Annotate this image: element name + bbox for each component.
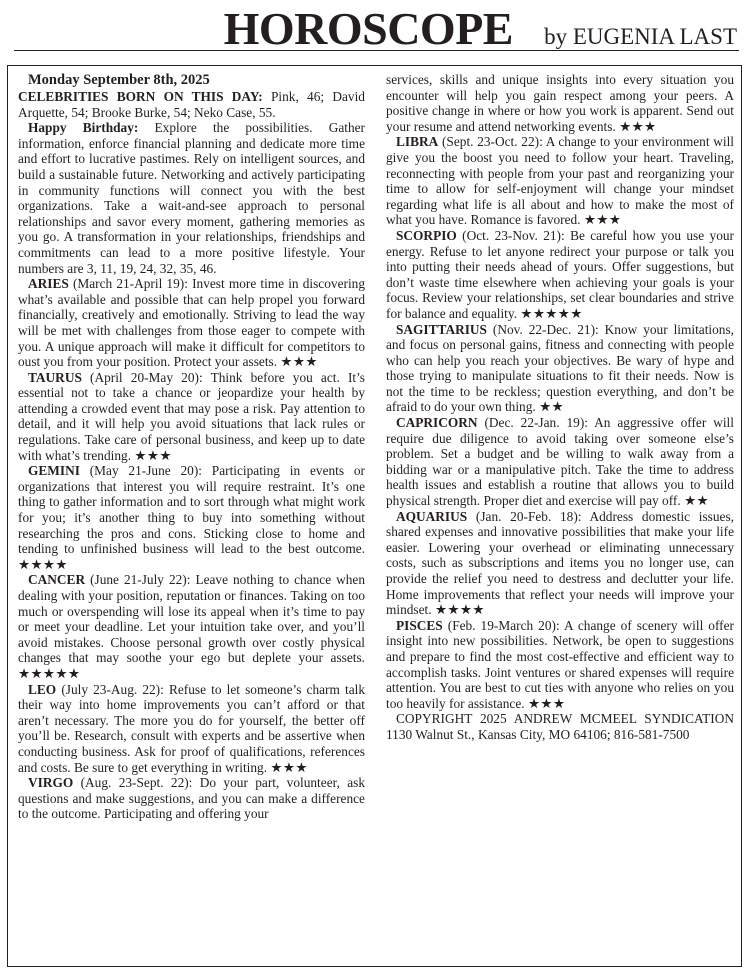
sign-taurus xyxy=(18,370,365,464)
sign-cancer xyxy=(18,572,365,681)
sign-dates: (Oct. 23-Nov. 21): xyxy=(462,227,565,243)
sign-virgo xyxy=(18,775,365,822)
sign-name: CAPRICORN xyxy=(396,415,478,431)
sign-text: An aggressive offer will require due diligence to avoid taking over someone else’s problem. Set a budget and be willing to walk away from a bidding war or a manipulative pitch. Take the time to address health issues and establish a routine that allows you to build physical strength. Proper diet and exercise will pay off. xyxy=(386,415,734,509)
sign-name: SAGITTARIUS xyxy=(396,321,487,337)
star-rating: ★★★ xyxy=(280,354,318,370)
sign-text-part2: services, skills and unique insights into every situation you encounter will help you gain respect among your peers. A positive change in where or how you work is apparent. Send out your resume and attend networking events. xyxy=(386,72,734,134)
column-title: HOROSCOPE xyxy=(223,3,513,54)
sign-dates: (Nov. 22-Dec. 21): xyxy=(492,321,599,337)
sign-text: A change to your environment will give you the boost you need to follow your heart. Traveling, reconnecting with people from your past and reorganizing your time to allow for self-enjoyment will change your mindset regarding what life is all about and how to make the most of what you have. Romance is favored. xyxy=(386,134,734,228)
sign-text: Leave nothing to chance when dealing with your position, reputation or finances. Taking on too much or overspending will lose its appeal when it’s time to pay or meet your deadline. Let your intuition take over, and you’ll avoid mistakes. Choose personal growth over costly physical changes that may soothe your ego but deplete your assets. xyxy=(18,572,366,666)
sign-text-part1: Do your part, volunteer, ask questions and make suggestions, and you can make a difference to the outcome. Participating and offering your xyxy=(18,775,365,822)
left-column xyxy=(18,72,365,822)
sign-dates: (Feb. 19-March 20): xyxy=(447,617,560,633)
celebrities-text: Pink, 46; David Arquette, 54; Brooke Burke, 54; Neko Case, 55. xyxy=(18,89,365,120)
star-rating: ★★★ xyxy=(527,695,566,711)
star-rating: ★★ xyxy=(539,399,565,415)
sign-text: Think before you act. It’s essential not to take a chance or jeopardize your health by attending a crowded event that may pose a risk. Pay attention to detail, and it will help you avoid situations that lack rules or regulations. Take care of personal business, and keep up to date with what’s trending. xyxy=(18,369,365,463)
sign-dates: (March 21-April 19): xyxy=(72,276,188,292)
sign-text: Participating in events or organizations that interest you will require restraint. It’s one thing to gather information and to sort through what might work for you; it’s another thing to buy into something without researching the pros and cons. Sticking close to home and tending to unfinished business will lead to the best outcome. xyxy=(18,463,365,557)
sign-aries xyxy=(18,276,365,370)
sign-name: PISCES xyxy=(396,617,443,633)
celebrities-paragraph xyxy=(18,89,365,120)
sign-text: Invest more time in discovering what’s available and possible that can help propel you forward financially, creatively and emotionally. Striving to lead the way will be met with challenges from those eager to compete with you. A unique approach will make it difficult for competitors to oust you from your position. Protect your assets. xyxy=(18,276,365,370)
star-rating: ★★★★ xyxy=(18,556,68,572)
celebrities-label: CELEBRITIES BORN ON THIS DAY: xyxy=(18,89,263,104)
right-column xyxy=(386,72,734,743)
star-rating: ★★★ xyxy=(270,759,308,775)
sign-name: VIRGO xyxy=(28,775,74,791)
sign-name: TAURUS xyxy=(28,369,82,385)
star-rating: ★★★★ xyxy=(434,602,485,618)
sign-text: Refuse to let someone’s charm talk their way into home improvements you can’t afford or that aren’t necessary. The more you do for yourself, the better off you’ll be. Research, consult with experts and be assertive when conducting business. Ask for proof of qualifications, references and costs. Be sure to get everything in writing. xyxy=(18,681,365,775)
sign-name: LEO xyxy=(28,681,57,697)
birthday-label: Happy Birthday: xyxy=(28,120,139,136)
sign-name: LIBRA xyxy=(396,134,439,150)
sign-dates: (Aug. 23-Sept. 22): xyxy=(80,775,193,791)
sign-gemini xyxy=(18,463,365,572)
star-rating: ★★★★★ xyxy=(18,665,81,681)
sign-text: Be careful how you use your energy. Refuse to let anyone redirect your purpose or talk you into putting their needs ahead of yours. Offer suggestions, but don’t waste time elsewhere when achieving your goals is your focus. Review your relationships, set clear boundaries and strive for balance and equality. xyxy=(386,227,734,321)
sign-dates: (Jan. 20-Feb. 18): xyxy=(475,508,582,524)
horoscope-box xyxy=(7,65,742,967)
sign-aquarius xyxy=(386,509,734,618)
sign-name: ARIES xyxy=(28,276,69,292)
star-rating: ★★★ xyxy=(583,212,622,228)
sign-name: SCORPIO xyxy=(396,227,457,243)
sign-dates: (July 23-Aug. 22): xyxy=(61,681,164,697)
sign-virgo-continued xyxy=(386,72,734,134)
sign-sagittarius xyxy=(386,322,734,416)
sign-dates: (Sept. 23-Oct. 22): xyxy=(441,134,543,150)
sign-name: GEMINI xyxy=(28,463,80,479)
star-rating: ★★ xyxy=(684,493,709,509)
sign-leo xyxy=(18,682,365,776)
sign-text: Know your limitations, and focus on personal gains, fitness and connecting with people who can help you reach your objectives. Be wary of hype and those trying to manipulate situations to fit their needs. Now is not the time to be reckless; question everything, and don’t be afraid to do your own thing. xyxy=(386,321,734,415)
dateline: Monday September 8th, 2025 xyxy=(28,72,210,88)
birthday-text: Explore the possibilities. Gather information, enforce financial planning and dedicate more time and effort to lucrative pastimes. Rely on intelligent sources, and build a sustainable future. Networking and actively participating in community functions will connect you with the best organizations. Take a wait-and-see approach to personal relationships and savor every moment, gathering memories as you go. A transformation in your relationships, friendships and commitments can lead to a more positive lifestyle. Your numbers are 3, 11, 19, 24, 32, 35, 46. xyxy=(18,120,365,276)
sign-text: Address domestic issues, shared expenses and innovative possibilities that make your life easier. Lowering your overhead or eliminating unnecessary costs, such as subscriptions and items you no longer use, can provide the relief you need to destress and declutter your life. Home improvements that reflect your needs will improve your mindset. xyxy=(386,508,734,618)
sign-text: A change of scenery will offer insight into new possibilities. Network, be open to suggestions and prepare to find the most cost-effective and efficient way to accomplish tasks. Joint ventures or shared expenses will require attention. You are best to cut ties with anyone who relies on you too heavily for assistance. xyxy=(386,617,734,711)
sign-dates: (May 21-June 20): xyxy=(89,463,202,479)
sign-name: CANCER xyxy=(28,572,86,588)
sign-libra xyxy=(386,134,734,228)
birthday-paragraph xyxy=(18,120,365,276)
star-rating: ★★★★★ xyxy=(520,305,583,321)
star-rating: ★★★ xyxy=(619,118,657,134)
sign-dates: (April 20-May 20): xyxy=(90,369,203,385)
copyright-notice: COPYRIGHT 2025 ANDREW MCMEEL SYNDICATION 1130 Walnut St., Kansas City, MO 64106; 816-581-7500 xyxy=(386,711,734,742)
byline: by EUGENIA LAST xyxy=(544,24,737,49)
sign-name: AQUARIUS xyxy=(396,508,468,524)
sign-pisces xyxy=(386,618,734,712)
page-header xyxy=(14,3,739,54)
sign-scorpio xyxy=(386,228,734,322)
sign-capricorn xyxy=(386,415,734,509)
sign-dates: (Dec. 22-Jan. 19): xyxy=(484,415,588,431)
sign-dates: (June 21-July 22): xyxy=(90,572,191,588)
star-rating: ★★★ xyxy=(134,447,172,463)
